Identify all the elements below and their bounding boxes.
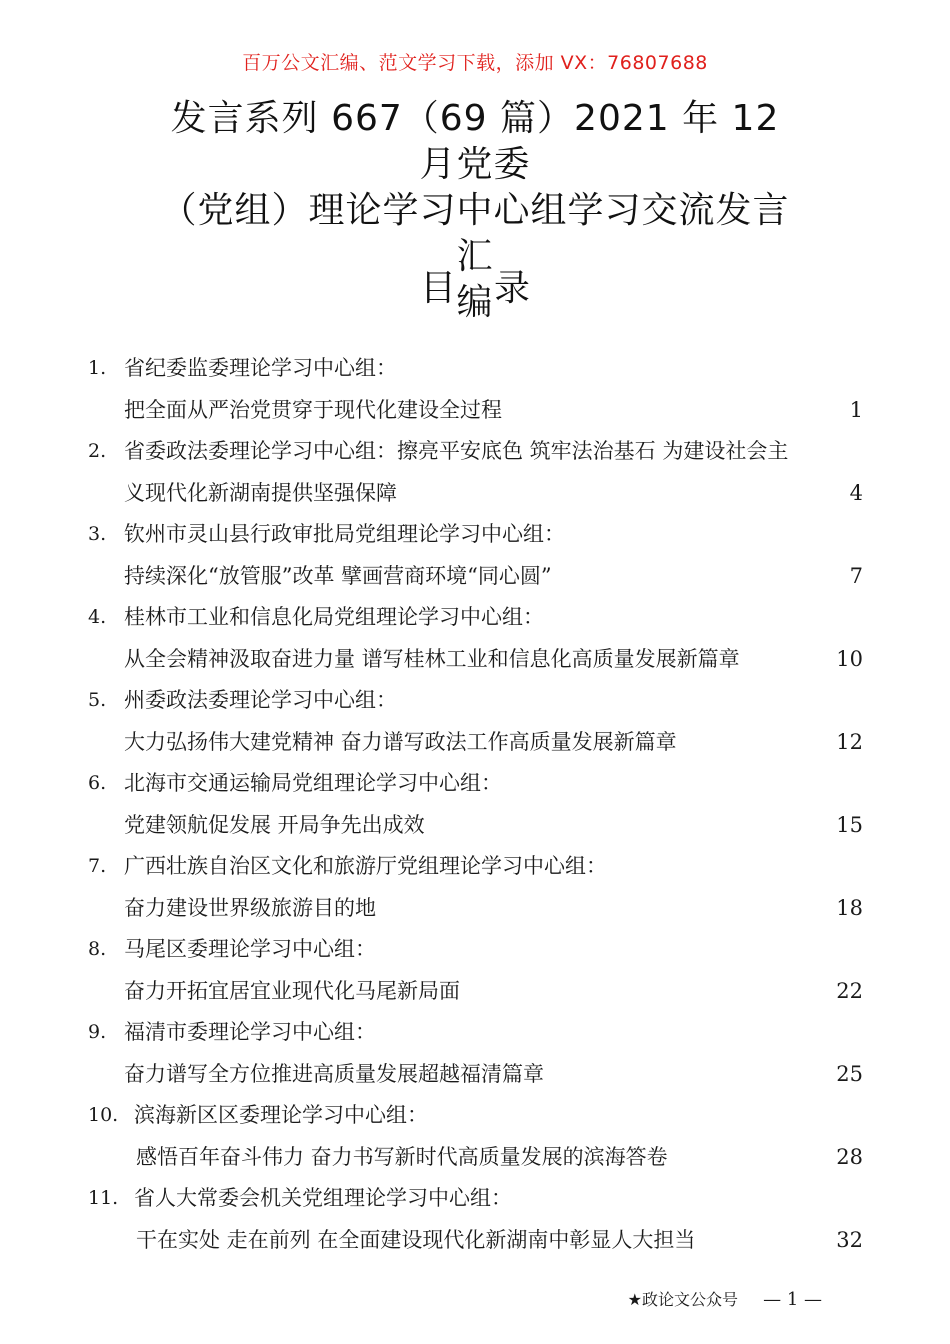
toc-entry-title: 奋力开拓宜居宜业现代化马尾新局面 xyxy=(124,978,460,1003)
toc-entry[interactable] xyxy=(88,846,863,929)
toc-entry[interactable] xyxy=(88,1178,863,1261)
toc-entry-page-number: 10 xyxy=(836,646,863,671)
toc-entry-organization: 钦州市灵山县行政审批局党组理论学习中心组： xyxy=(124,522,565,546)
toc-entry-title-line xyxy=(88,805,863,847)
toc-entry-organization: 北海市交通运输局党组理论学习中心组： xyxy=(124,771,502,795)
toc-entry-number: 8. xyxy=(88,938,107,960)
toc-entry-number: 5. xyxy=(88,689,107,711)
footer-mark: ★政论文公众号 xyxy=(627,1290,738,1309)
toc-entry-number: 3. xyxy=(88,523,107,545)
toc-entry-heading-line xyxy=(88,514,863,556)
toc-entry-heading-line xyxy=(88,348,863,390)
toc-entry-page-number: 18 xyxy=(836,895,863,920)
toc-entry-title: 义现代化新湖南提供坚强保障 xyxy=(124,480,397,505)
toc-entry-number: 11. xyxy=(88,1187,119,1209)
toc-entry-organization: 省委政法委理论学习中心组：擦亮平安底色 筑牢法治基石 为建设社会主 xyxy=(124,439,789,463)
page-footer xyxy=(628,1287,822,1310)
toc-entry-title-line xyxy=(88,1137,863,1179)
toc-entry-title-line xyxy=(88,639,863,681)
title-line: 发言系列 667（69 篇）2021 年 12 月党委 xyxy=(170,98,780,185)
toc-entry-organization: 广西壮族自治区文化和旅游厅党组理论学习中心组： xyxy=(124,854,607,878)
toc-entry-title-line xyxy=(88,556,863,598)
toc-entry-page-number: 22 xyxy=(836,978,863,1003)
toc-entry[interactable] xyxy=(88,680,863,763)
toc-entry-organization: 州委政法委理论学习中心组： xyxy=(124,688,397,712)
toc-entry[interactable] xyxy=(88,763,863,846)
toc-entry-number: 9. xyxy=(88,1021,107,1043)
toc-heading-char: 目 xyxy=(419,268,456,309)
toc-entry-title: 持续深化“放管服”改革 擘画营商环境“同心圆” xyxy=(124,563,552,588)
toc-entry-number: 4. xyxy=(88,606,107,628)
toc-entry[interactable] xyxy=(88,597,863,680)
toc-entry-title-line xyxy=(88,1220,863,1262)
toc-entry[interactable] xyxy=(88,1012,863,1095)
toc-entry-title: 干在实处 走在前列 在全面建设现代化新湖南中彰显人大担当 xyxy=(136,1227,696,1252)
toc-heading-char: 录 xyxy=(494,268,531,309)
toc-entry-heading-line xyxy=(88,1095,863,1137)
title-line: 编 xyxy=(456,282,494,323)
toc-entry-page-number: 12 xyxy=(836,729,863,754)
promo-banner: 百万公文汇编、范文学习下载，添加 VX：76807688 xyxy=(242,52,708,74)
toc-heading xyxy=(0,260,950,311)
toc-entry-title: 奋力建设世界级旅游目的地 xyxy=(124,895,376,920)
toc-entry-number: 6. xyxy=(88,772,107,794)
toc-entry-number: 2. xyxy=(88,440,107,462)
toc-entry-number: 1. xyxy=(88,357,107,379)
toc-entry-organization: 福清市委理论学习中心组： xyxy=(124,1020,376,1044)
toc-entry-title-line xyxy=(88,473,863,515)
toc-entry-heading-line xyxy=(88,431,863,473)
toc-entry-title: 从全会精神汲取奋进力量 谱写桂林工业和信息化高质量发展新篇章 xyxy=(124,646,740,671)
toc-entry[interactable] xyxy=(88,1095,863,1178)
toc-entry-title-line xyxy=(88,390,863,432)
toc-entry-title-line xyxy=(88,971,863,1013)
toc-entry-heading-line xyxy=(88,597,863,639)
toc-entry-page-number: 1 xyxy=(849,397,863,422)
title-line: （党组）理论学习中心组学习交流发言汇 xyxy=(160,190,790,277)
toc-entry-organization: 马尾区委理论学习中心组： xyxy=(124,937,376,961)
toc-entry[interactable] xyxy=(88,929,863,1012)
toc-entry-page-number: 28 xyxy=(836,1144,863,1169)
toc-entry-organization: 省人大常委会机关党组理论学习中心组： xyxy=(134,1186,512,1210)
toc-entry-number: 7. xyxy=(88,855,107,877)
toc-entry-heading-line xyxy=(88,1178,863,1220)
toc-entry[interactable] xyxy=(88,348,863,431)
table-of-contents xyxy=(88,348,863,1261)
toc-entry[interactable] xyxy=(88,431,863,514)
toc-entry-title: 感悟百年奋斗伟力 奋力书写新时代高质量发展的滨海答卷 xyxy=(136,1144,668,1169)
toc-entry-organization: 滨海新区区委理论学习中心组： xyxy=(134,1103,428,1127)
toc-entry-title-line xyxy=(88,722,863,764)
toc-entry-title: 奋力谱写全方位推进高质量发展超越福清篇章 xyxy=(124,1061,544,1086)
toc-entry-page-number: 15 xyxy=(836,812,863,837)
toc-entry-page-number: 4 xyxy=(849,480,863,505)
toc-entry-page-number: 7 xyxy=(849,563,863,588)
toc-entry-title: 把全面从严治党贯穿于现代化建设全过程 xyxy=(124,397,502,422)
toc-entry-heading-line xyxy=(88,680,863,722)
toc-entry-heading-line xyxy=(88,1012,863,1054)
toc-entry-heading-line xyxy=(88,763,863,805)
toc-entry-organization: 桂林市工业和信息化局党组理论学习中心组： xyxy=(124,605,544,629)
toc-entry-title-line xyxy=(88,1054,863,1096)
toc-entry-title-line xyxy=(88,888,863,930)
toc-entry[interactable] xyxy=(88,514,863,597)
toc-entry-heading-line xyxy=(88,929,863,971)
toc-entry-title: 大力弘扬伟大建党精神 奋力谱写政法工作高质量发展新篇章 xyxy=(124,729,677,754)
toc-entry-organization: 省纪委监委理论学习中心组： xyxy=(124,356,397,380)
toc-entry-heading-line xyxy=(88,846,863,888)
toc-entry-title: 党建领航促发展 开局争先出成效 xyxy=(124,812,425,837)
toc-entry-page-number: 25 xyxy=(836,1061,863,1086)
footer-page-number: — 1 — xyxy=(763,1289,822,1310)
toc-entry-page-number: 32 xyxy=(836,1227,863,1252)
toc-entry-number: 10. xyxy=(88,1104,119,1126)
